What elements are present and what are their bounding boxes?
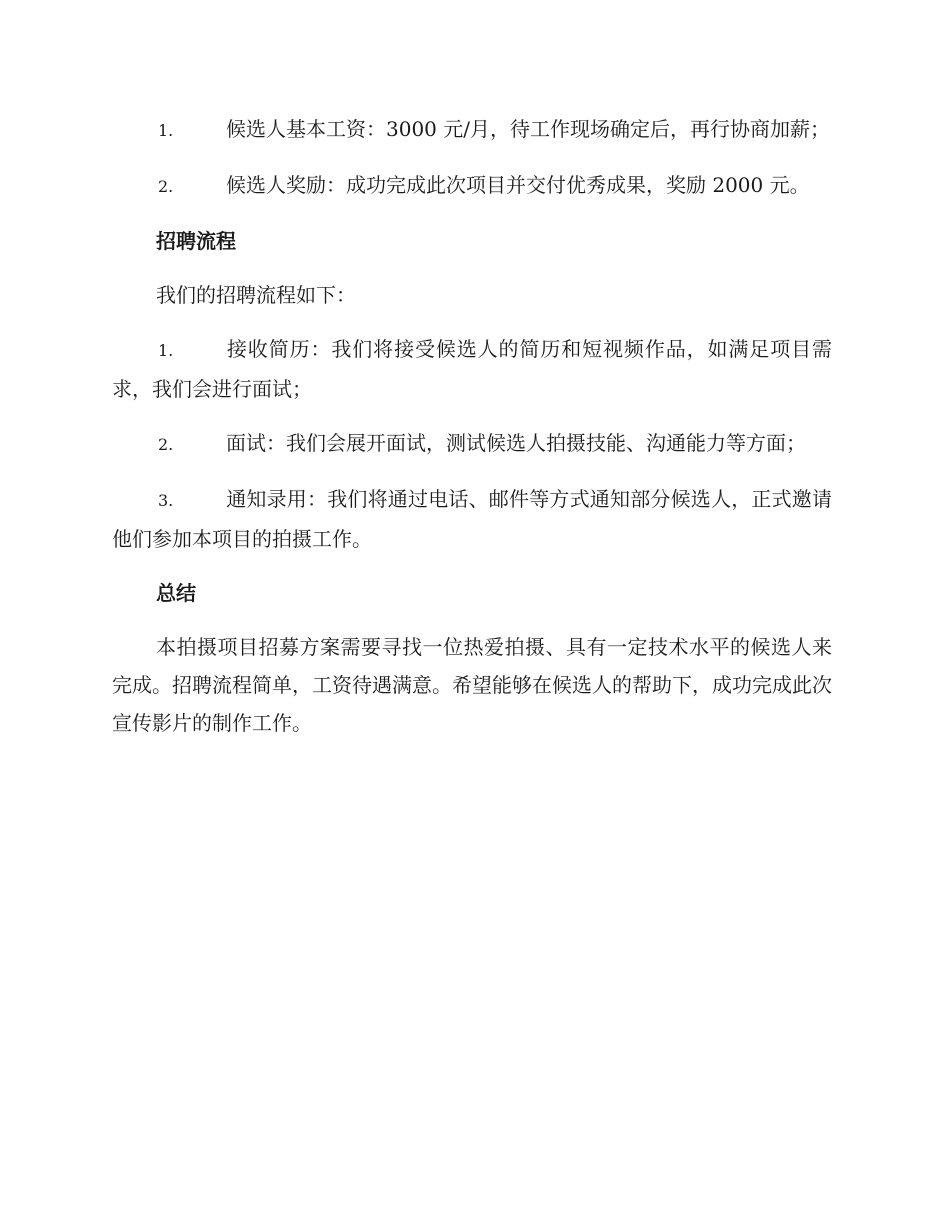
recruitment-intro: 我们的招聘流程如下： <box>156 283 356 307</box>
list-item-text: 接收简历：我们将接受候选人的简历和短视频作品，如满足项目需求，我们会进行面试； <box>112 337 832 401</box>
recruitment-step-resume <box>112 330 832 408</box>
summary-heading: 总结 <box>156 581 196 605</box>
list-item-text: 候选人基本工资：3000 元/月，待工作现场确定后，再行协商加薪； <box>226 117 830 141</box>
list-number: 1. <box>158 341 174 360</box>
list-number: 2. <box>158 177 174 196</box>
salary-item-basic <box>112 110 832 150</box>
list-number: 1. <box>158 121 174 140</box>
list-number: 3. <box>158 491 174 510</box>
document-body <box>112 110 832 742</box>
list-item-text: 候选人奖励：成功完成此次项目并交付优秀成果，奖励 2000 元。 <box>226 173 810 197</box>
summary-text: 本拍摄项目招募方案需要寻找一位热爱拍摄、具有一定技术水平的候选人来完成。招聘流程简单，工资待遇满意。希望能够在候选人的帮助下，成功完成此次宣传影片的制作工作。 <box>112 635 832 735</box>
recruitment-heading: 招聘流程 <box>156 229 236 253</box>
salary-item-bonus <box>112 166 832 206</box>
list-item-text: 面试：我们会展开面试，测试候选人拍摄技能、沟通能力等方面； <box>226 431 806 455</box>
list-item-text: 通知录用：我们将通过电话、邮件等方式通知部分候选人，正式邀请他们参加本项目的拍摄工作。 <box>112 487 832 551</box>
recruitment-step-notify <box>112 480 832 558</box>
recruitment-step-interview <box>112 424 832 464</box>
list-number: 2. <box>158 435 174 454</box>
